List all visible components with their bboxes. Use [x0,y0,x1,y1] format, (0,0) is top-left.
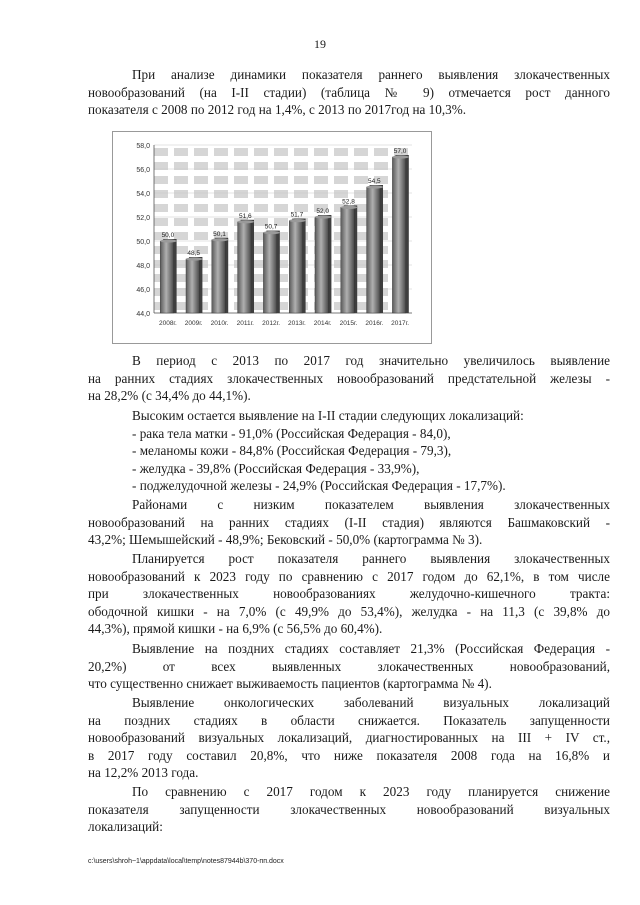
y-tick-label: 56,0 [136,167,150,174]
data-label: 48,5 [187,250,201,257]
text-line: новообразований на ранних стадиях (I-II стадия) являются Башмаковский - [88,514,610,530]
data-label: 50,0 [161,232,175,239]
bar-top [186,257,202,260]
text-line: новообразований к 2023 году по сравнению с 2017 годом до 62,1%, в том числе [88,568,610,584]
x-tick-label: 2017г. [391,320,410,327]
page-number: 19 [314,37,326,51]
bar [392,157,405,313]
text-line: в 2017 году составил 20,8%, что ниже показателя 2008 года на 16,8% и [88,747,610,763]
bar-top [160,239,176,242]
x-tick-label: 2008г. [158,320,177,327]
text-line: Выявление на поздних стадиях составляет 21,3% (Российская Федерация - [132,641,610,656]
bar-top [392,155,408,158]
bar-top [263,231,279,234]
bar-top [289,219,305,222]
y-tick-label: 44,0 [136,311,150,318]
data-label: 52,0 [316,208,330,215]
y-tick-label: 48,0 [136,263,150,270]
x-tick-label: 2011г. [236,320,254,327]
y-tick-label: 52,0 [136,215,150,222]
bar [212,240,225,313]
text-line: на ранних стадиях злокачественных новообразований предстательной железы - [88,370,610,386]
file-path-footer: c:\users\shroh~1\appdata\local\temp\notes87944b\370-пп.docx [88,858,284,865]
data-label: 50,7 [264,223,278,231]
paragraph-prostate [88,352,610,405]
data-label: 51,6 [238,212,252,220]
text-line: что существенно снижает выживаемость пациентов (картограмма № 4). [88,676,492,692]
list-item: - поджелудочной железы - 24,9% (Российская Федерация - 17,7%). [132,478,506,494]
bar [367,187,380,313]
text-line: при злокачественных новообразованиях желудочно-кишечного тракта: [88,586,610,602]
y-tick-label: 58,0 [136,143,150,150]
bar [315,217,328,313]
bar [289,221,302,313]
list-item: - желудка - 39,8% (Российская Федерация - 33,9%), [132,460,420,476]
text-line: По сравнению с 2017 годом к 2023 году планируется снижение [132,784,610,799]
paragraph-late-stage [88,640,610,693]
paragraph-localizations [88,407,610,495]
text-line: Выявление онкологических заболеваний визуальных локализаций [132,695,610,710]
text-line: Планируется рост показателя раннего выявления злокачественных [132,551,610,566]
bar-top [367,185,383,188]
text-line: показателя с 2008 по 2012 год на 1,4%, с 2013 по 2017год на 10,3%. [88,102,467,118]
y-tick-label: 46,0 [136,287,150,294]
x-tick-label: 2009г. [184,320,203,327]
x-tick-label: 2012г. [262,320,281,327]
text-line: новообразований визуальных локализаций, диагностированных на III + IV ст., [88,730,610,746]
bar [341,207,354,313]
bar [186,259,199,313]
text-line: 44,3%), прямой кишки - на 6,9% (с 56,5% до 60,4%). [88,621,383,637]
text-line: В период с 2013 по 2017 год значительно увеличилось выявление [132,353,610,368]
bar-top [315,215,331,218]
text-line: на 12,2% 2013 года. [88,765,199,781]
x-tick-label: 2014г. [313,320,332,327]
text-line: Районами с низким показателем выявления злокачественных [132,497,610,512]
text-line: ободочной кишки - на 7,0% (с 49,9% до 53,4%), желудка - на 11,3 (с 39,8% до [88,603,610,619]
bar-chart-svg [112,131,432,344]
data-label: 52,8 [342,198,355,206]
text-line: Высоким остается выявление на I-II стадии следующих локализаций: [132,408,524,423]
data-label: 51,7 [290,211,304,219]
list-item: - меланомы кожи - 84,8% (Российская Федерация - 79,3), [132,443,452,459]
list-item: - рака тела матки - 91,0% (Российская Федерация - 84,0), [132,425,451,441]
x-tick-label: 2010г. [210,320,229,327]
intro-paragraph [88,66,610,119]
text-line: показателя запущенности злокачественных новообразований визуальных [88,801,610,817]
x-tick-label: 2015г. [339,320,358,327]
y-tick-label: 54,0 [136,191,150,198]
y-tick-label: 50,0 [136,239,150,246]
paragraph-plan [88,550,610,638]
text-line: на поздних стадиях в области снижается. Показатель запущенности [88,712,610,728]
bar [263,233,276,313]
bar [238,222,251,313]
text-line: на 28,2% (с 34,4% до 44,1%). [88,388,251,404]
data-label: 57,0 [393,148,407,155]
text-line: локализаций: [88,819,163,835]
text-line: новообразований (на I-II стадии) (таблица № 9) отмечается рост данного [88,84,610,100]
bar-top [341,206,357,209]
x-tick-label: 2016г. [365,320,384,327]
bar [160,241,173,313]
data-label: 50,1 [213,230,226,238]
bar-top [238,220,254,223]
data-label: 54,5 [367,178,381,185]
text-line: 20,2%) от всех выявленных злокачественных новообразований, [88,658,610,674]
paragraph-visual-localizations [88,694,610,782]
x-tick-label: 2013г. [287,320,306,327]
bar-top [212,238,228,241]
text-line: При анализе динамики показателя раннего выявления злокачественных [132,67,610,82]
paragraph-districts [88,496,610,549]
paragraph-comparison [88,783,610,836]
text-line: 43,2%; Шемышейский - 48,9%; Бековский - 50,0% (картограмма № 3). [88,532,483,548]
bar-chart [112,131,432,344]
